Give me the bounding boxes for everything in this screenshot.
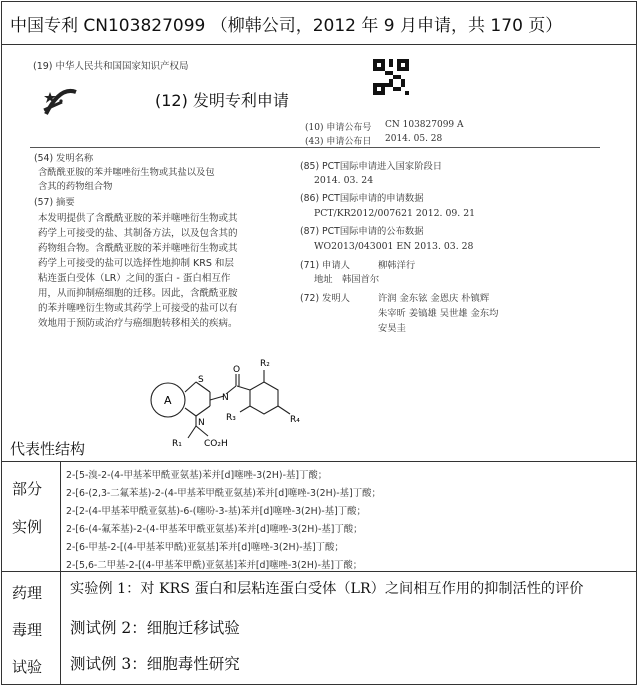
inventors-line-1: 许润 金东铉 金恩庆 朴镇辉 xyxy=(378,293,490,304)
inventors-line-3: 安昊圭 xyxy=(378,323,406,334)
front-divider xyxy=(30,147,600,148)
example-item: 2-[5-溴-2-(4-甲基苯甲酰亚氨基)苯并[d]噻唑-3(2H)-基]丁酸； xyxy=(66,470,328,481)
pharm-item: 实验例 1：对 KRS 蛋白和层粘连蛋白受体（LR）之间相互作用的抑制活性的评价 xyxy=(70,581,584,597)
pub-number-value: CN 103827099 A xyxy=(385,120,464,130)
example-item: 2-[5,6-二甲基-2-[(4-甲基苯甲酰)亚氨基]苯并[d]噻唑-3(2H)-基]丁酸； xyxy=(66,560,363,571)
pct-app-label: (86) PCT国际申请的申请数据 xyxy=(300,193,424,204)
pharm-item: 测试例 3：细胞毒性研究 xyxy=(70,655,240,673)
structure-caption: 代表性结构 xyxy=(10,440,86,458)
pct-app-value: PCT/KR2012/007621 2012. 09. 21 xyxy=(314,208,476,219)
pct-entry-label: (85) PCT国际申请进入国家阶段日 xyxy=(300,161,443,172)
pub-number-label: (10) 申请公布号 xyxy=(305,123,372,133)
pharm-label-line-2: 毒理 xyxy=(12,621,43,639)
ring-label: A xyxy=(164,394,172,407)
pharm-label-line-1: 药理 xyxy=(12,584,43,602)
divider xyxy=(1,44,637,45)
applicant-label: (71) 申请人 xyxy=(300,260,350,271)
title-label: (54) 发明名称 xyxy=(34,153,94,164)
divider xyxy=(1,461,637,462)
r1-label: R₁ xyxy=(172,439,182,449)
nitrogen-label: N xyxy=(198,418,205,428)
pharm-item: 测试例 2：细胞迁移试验 xyxy=(70,619,240,637)
pct-pub-value: WO2013/043001 EN 2013. 03. 28 xyxy=(314,241,474,252)
page-header: 中国专利 CN103827099 （柳韩公司，2012 年 9 月申请，共 170 页） xyxy=(10,16,563,36)
r2-label: R₂ xyxy=(260,359,270,369)
divider xyxy=(1,571,637,572)
address-label: 地址 xyxy=(314,274,333,285)
qr-code-icon xyxy=(373,59,409,95)
sulfur-label: S xyxy=(198,375,204,385)
pub-date-label: (43) 申请公布日 xyxy=(305,137,372,147)
title-line-1: 含酰酰亚胺的苯并噻唑衍生物或其盐以及包 xyxy=(38,167,215,178)
abstract-text: 本发明提供了含酰酰亚胺的苯并噻唑衍生物或其药学上可接受的盐、其制备方法，以及包含其的药物组合物。含酰酰亚胺的苯并噻唑衍生物或其药学上可接受的盐可以选择性地抑制 KRS 和层粘连蛋白受体（LR）之间的蛋白 - 蛋白相互作用，从而抑制癌细胞的迁移。因此，含酰酰亚胺的苯并噻唑衍生物或其药学上可接受的盐可以有效地用于预防或治疗与癌细胞转移相关的疾病。 xyxy=(38,213,238,329)
r4-label: R₄ xyxy=(290,415,300,425)
pct-entry-value: 2014. 03. 24 xyxy=(314,175,374,186)
examples-label-line-1: 部分 xyxy=(12,480,43,498)
oxygen-label: O xyxy=(233,365,241,375)
cnipa-logo-icon xyxy=(40,84,82,120)
abstract-label: (57) 摘要 xyxy=(34,197,75,208)
address-value: 韩国首尔 xyxy=(342,274,380,285)
applicant-value: 柳韩洋行 xyxy=(378,260,416,271)
pct-pub-label: (87) PCT国际申请的公布数据 xyxy=(300,226,424,237)
pharm-label-line-3: 试验 xyxy=(12,658,43,676)
office-name: (19) 中华人民共和国国家知识产权局 xyxy=(33,61,189,72)
examples-label-line-2: 实例 xyxy=(12,518,43,536)
imine-nitrogen-label: N xyxy=(222,393,229,403)
carboxylic-acid-label: CO₂H xyxy=(204,439,228,449)
document-kind: (12) 发明专利申请 xyxy=(155,91,289,110)
label-column-divider xyxy=(60,461,61,685)
example-item: 2-[6-(2,3-二氟苯基)-2-(4-甲基苯甲酰亚氨基)苯并[d]噻唑-3(2H)-基]丁酸； xyxy=(66,488,381,499)
inventors-line-2: 朱宰昕 姜镐雄 吴世雄 金东均 xyxy=(378,308,499,319)
inventor-label: (72) 发明人 xyxy=(300,293,350,304)
example-item: 2-[6-(4-氟苯基)-2-(4-甲基苯甲酰亚氨基)苯并[d]噻唑-3(2H)-基]丁酸； xyxy=(66,524,363,535)
chemical-structure-diagram xyxy=(140,352,320,454)
title-line-2: 含其的药物组合物 xyxy=(38,181,113,192)
example-item: 2-[6-甲基-2-[(4-甲基苯甲酰)亚氨基]苯并[d]噻唑-3(2H)-基]丁酸； xyxy=(66,542,344,553)
example-item: 2-[2-(4-甲基苯甲酰亚氨基)-6-(噻吩-3-基)苯并[d]噻唑-3(2H)-基]丁酸； xyxy=(66,506,366,517)
pub-date-value: 2014. 05. 28 xyxy=(385,134,443,144)
r3-label: R₃ xyxy=(226,413,236,423)
